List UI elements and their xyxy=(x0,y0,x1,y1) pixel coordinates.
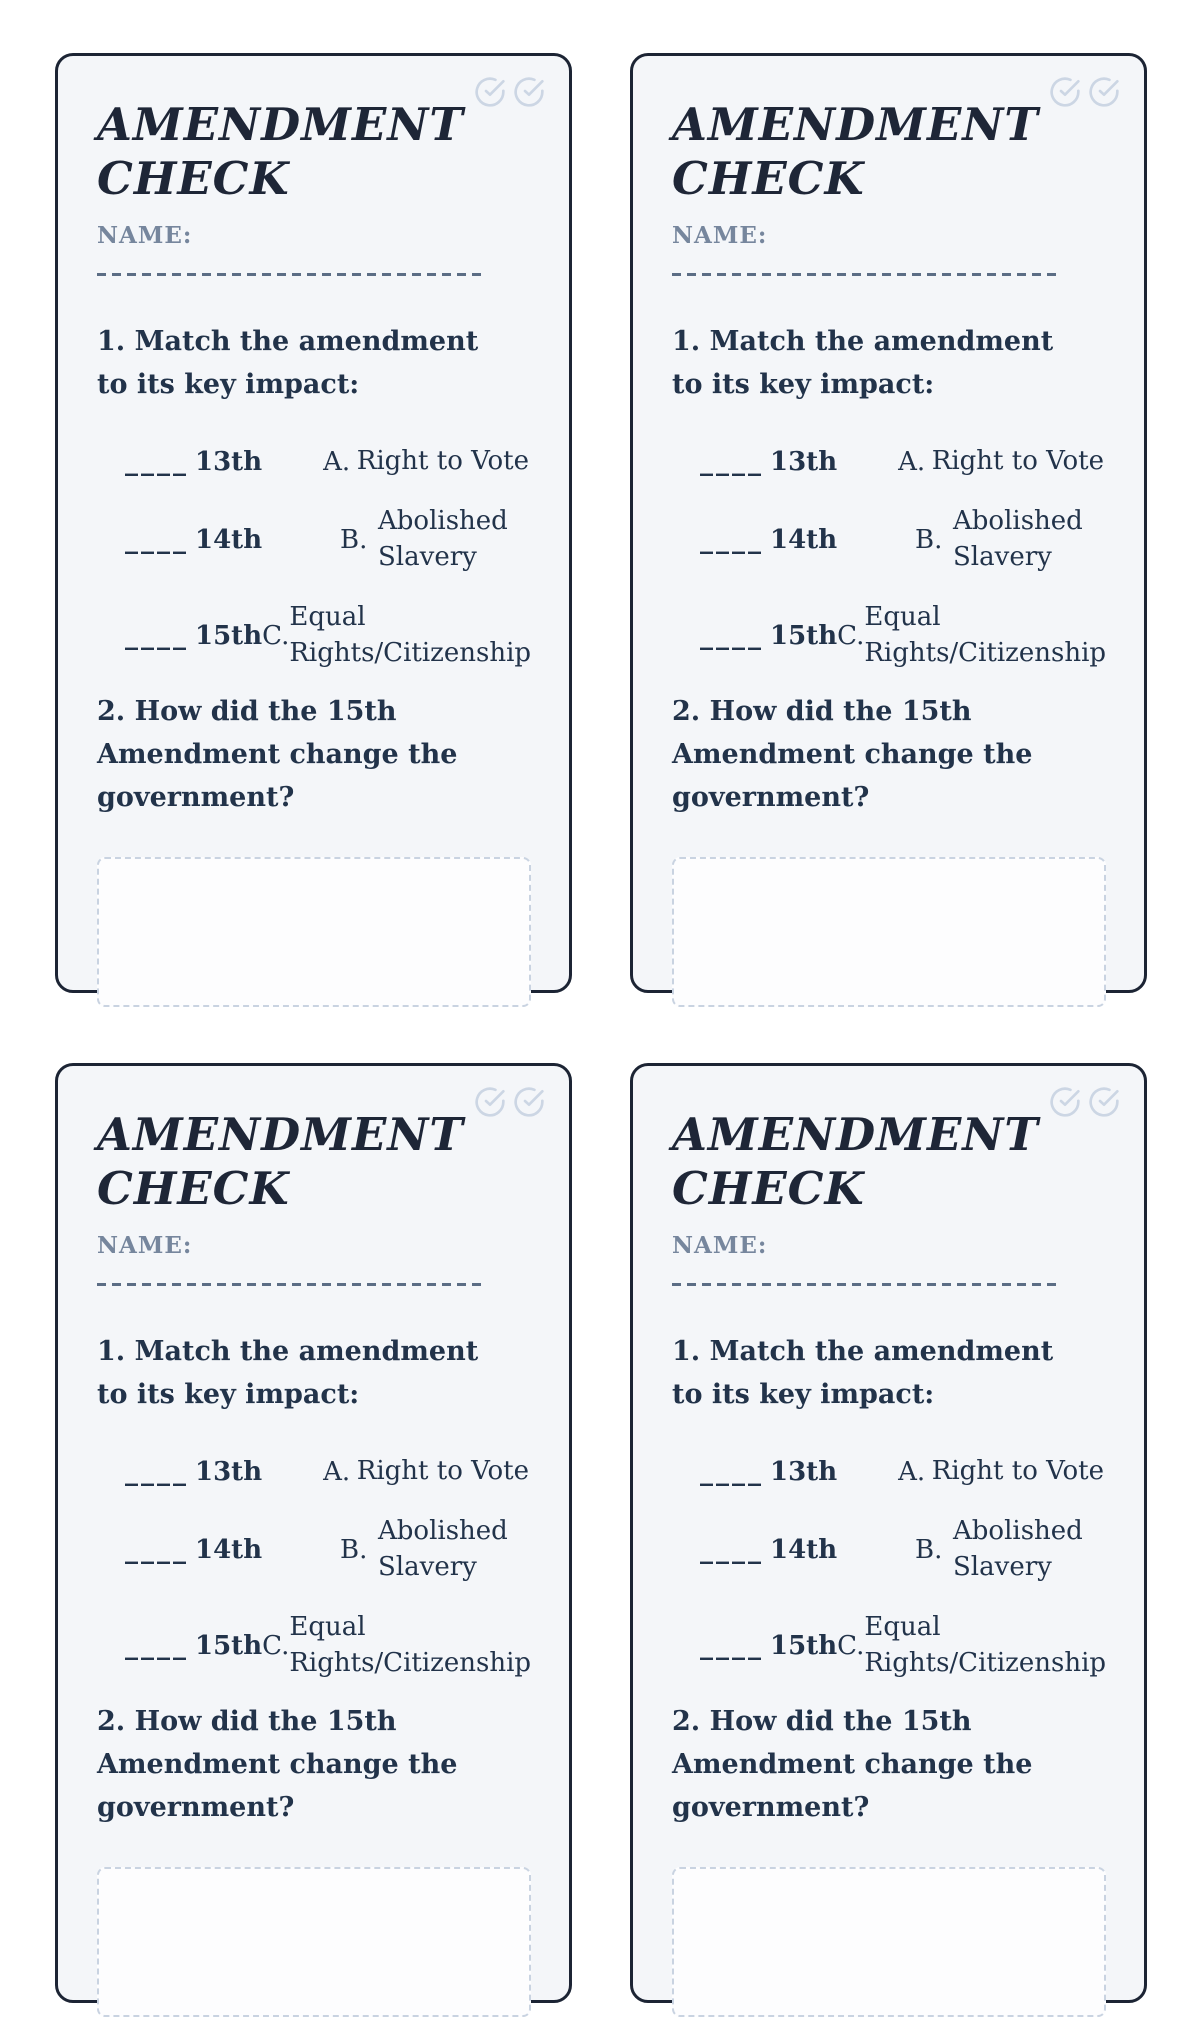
match-row xyxy=(700,504,1104,576)
match-row xyxy=(700,1610,1107,1682)
match-blank[interactable]: ____ xyxy=(700,525,764,556)
match-row xyxy=(125,1454,529,1490)
match-row xyxy=(700,600,1107,672)
option-label xyxy=(864,1610,1106,1682)
match-blank[interactable]: ____ xyxy=(125,1630,189,1661)
match-blank[interactable]: ____ xyxy=(125,1535,189,1566)
option-label-line: Slavery xyxy=(378,1552,477,1583)
option-label-line: Abolished xyxy=(953,1516,1083,1547)
answer-box[interactable] xyxy=(672,1867,1106,2017)
option-label xyxy=(289,600,531,672)
match-blank[interactable]: ____ xyxy=(125,1457,189,1488)
match-row xyxy=(125,600,532,672)
option-letter: C. xyxy=(837,1630,865,1661)
name-write-line[interactable] xyxy=(97,1283,481,1286)
option-letter: A. xyxy=(323,447,351,478)
option-label-line: Rights/Citizenship xyxy=(864,637,1107,668)
option-label-line: Slavery xyxy=(953,1552,1052,1583)
card-corner-icons xyxy=(1049,1086,1120,1118)
match-row xyxy=(125,444,529,480)
worksheet-card xyxy=(55,1063,572,2003)
option-label-line: Rights/Citizenship xyxy=(864,1647,1107,1678)
match-amendment: 14th xyxy=(770,525,838,556)
option-label-line: Slavery xyxy=(953,542,1052,573)
option-label-line: Equal xyxy=(289,1612,366,1642)
option-label-line: Abolished xyxy=(953,506,1083,537)
option-letter: C. xyxy=(262,620,290,651)
option-label xyxy=(289,1610,531,1682)
match-blank[interactable]: ____ xyxy=(700,1630,764,1661)
match-amendment: 14th xyxy=(195,1535,263,1566)
match-blank[interactable]: ____ xyxy=(125,620,189,651)
option-label-line: Equal xyxy=(864,602,941,632)
option-letter: B. xyxy=(340,1535,368,1566)
name-label: NAME: xyxy=(97,222,193,249)
match-amendment: 13th xyxy=(770,447,838,478)
card-corner-icons xyxy=(474,76,545,108)
option-letter: B. xyxy=(915,1535,943,1566)
match-blank[interactable]: ____ xyxy=(700,1457,764,1488)
match-list xyxy=(125,1454,532,1681)
check-circle-icon xyxy=(1088,1086,1120,1118)
check-circle-icon xyxy=(513,76,545,108)
option-label-line: Right to Vote xyxy=(931,1456,1104,1487)
card-title: AMENDMENT CHECK xyxy=(97,98,464,205)
question-2: 2. How did the 15th Amendment change the government? xyxy=(672,1705,1033,1824)
option-label xyxy=(864,600,1106,672)
check-circle-icon xyxy=(1049,76,1081,108)
question-1: 1. Match the amendment to its key impact: xyxy=(97,1336,479,1411)
option-label xyxy=(357,444,529,480)
question-2: 2. How did the 15th Amendment change the government? xyxy=(97,695,458,814)
question-2: 2. How did the 15th Amendment change the government? xyxy=(97,1705,458,1824)
match-list xyxy=(700,444,1107,671)
option-label xyxy=(378,1514,508,1586)
option-label xyxy=(378,504,508,576)
option-letter: B. xyxy=(340,525,368,556)
match-amendment: 15th xyxy=(770,620,838,651)
worksheet-card xyxy=(630,1063,1147,2003)
option-label-line: Abolished xyxy=(378,1516,508,1547)
match-blank[interactable]: ____ xyxy=(125,525,189,556)
check-circle-icon xyxy=(1088,76,1120,108)
check-circle-icon xyxy=(1049,1086,1081,1118)
option-label-line: Rights/Citizenship xyxy=(289,1647,532,1678)
match-amendment: 15th xyxy=(770,1630,838,1661)
option-letter: A. xyxy=(898,447,926,478)
option-label-line: Right to Vote xyxy=(356,1456,529,1487)
option-label xyxy=(932,444,1104,480)
match-blank[interactable]: ____ xyxy=(700,447,764,478)
match-row xyxy=(700,1514,1104,1586)
worksheet-card xyxy=(630,53,1147,993)
match-row xyxy=(700,444,1104,480)
answer-box[interactable] xyxy=(672,857,1106,1007)
option-label-line: Equal xyxy=(864,1612,941,1642)
option-label-line: Right to Vote xyxy=(356,446,529,477)
card-corner-icons xyxy=(1049,76,1120,108)
question-1: 1. Match the amendment to its key impact: xyxy=(672,1336,1054,1411)
match-row xyxy=(700,1454,1104,1490)
option-letter: A. xyxy=(898,1457,926,1488)
answer-box[interactable] xyxy=(97,857,531,1007)
check-circle-icon xyxy=(513,1086,545,1118)
option-label xyxy=(953,1514,1083,1586)
name-label: NAME: xyxy=(97,1232,193,1259)
option-label-line: Equal xyxy=(289,602,366,632)
match-blank[interactable]: ____ xyxy=(700,1535,764,1566)
match-blank[interactable]: ____ xyxy=(700,620,764,651)
match-blank[interactable]: ____ xyxy=(125,447,189,478)
option-label-line: Right to Vote xyxy=(931,446,1104,477)
option-label-line: Rights/Citizenship xyxy=(289,637,532,668)
match-list xyxy=(125,444,532,671)
match-list xyxy=(700,1454,1107,1681)
match-row xyxy=(125,504,529,576)
match-amendment: 14th xyxy=(195,525,263,556)
option-label-line: Slavery xyxy=(378,542,477,573)
question-1: 1. Match the amendment to its key impact: xyxy=(672,326,1054,401)
option-letter: C. xyxy=(262,1630,290,1661)
match-row xyxy=(125,1514,529,1586)
check-circle-icon xyxy=(474,76,506,108)
card-title: AMENDMENT CHECK xyxy=(97,1108,464,1215)
answer-box[interactable] xyxy=(97,1867,531,2017)
option-letter: B. xyxy=(915,525,943,556)
option-label xyxy=(932,1454,1104,1490)
name-write-line[interactable] xyxy=(672,1283,1056,1286)
question-2: 2. How did the 15th Amendment change the government? xyxy=(672,695,1033,814)
card-title: AMENDMENT CHECK xyxy=(672,98,1039,205)
match-row xyxy=(125,1610,532,1682)
check-circle-icon xyxy=(474,1086,506,1118)
match-amendment: 14th xyxy=(770,1535,838,1566)
match-amendment: 13th xyxy=(195,1457,263,1488)
worksheet-card xyxy=(55,53,572,993)
name-label: NAME: xyxy=(672,1232,768,1259)
option-label-line: Abolished xyxy=(378,506,508,537)
match-amendment: 15th xyxy=(195,1630,263,1661)
card-corner-icons xyxy=(474,1086,545,1118)
name-label: NAME: xyxy=(672,222,768,249)
name-write-line[interactable] xyxy=(97,273,481,276)
option-label xyxy=(357,1454,529,1490)
match-amendment: 15th xyxy=(195,620,263,651)
option-letter: C. xyxy=(837,620,865,651)
question-1: 1. Match the amendment to its key impact: xyxy=(97,326,479,401)
name-write-line[interactable] xyxy=(672,273,1056,276)
card-title: AMENDMENT CHECK xyxy=(672,1108,1039,1215)
match-amendment: 13th xyxy=(195,447,263,478)
option-label xyxy=(953,504,1083,576)
option-letter: A. xyxy=(323,1457,351,1488)
match-amendment: 13th xyxy=(770,1457,838,1488)
